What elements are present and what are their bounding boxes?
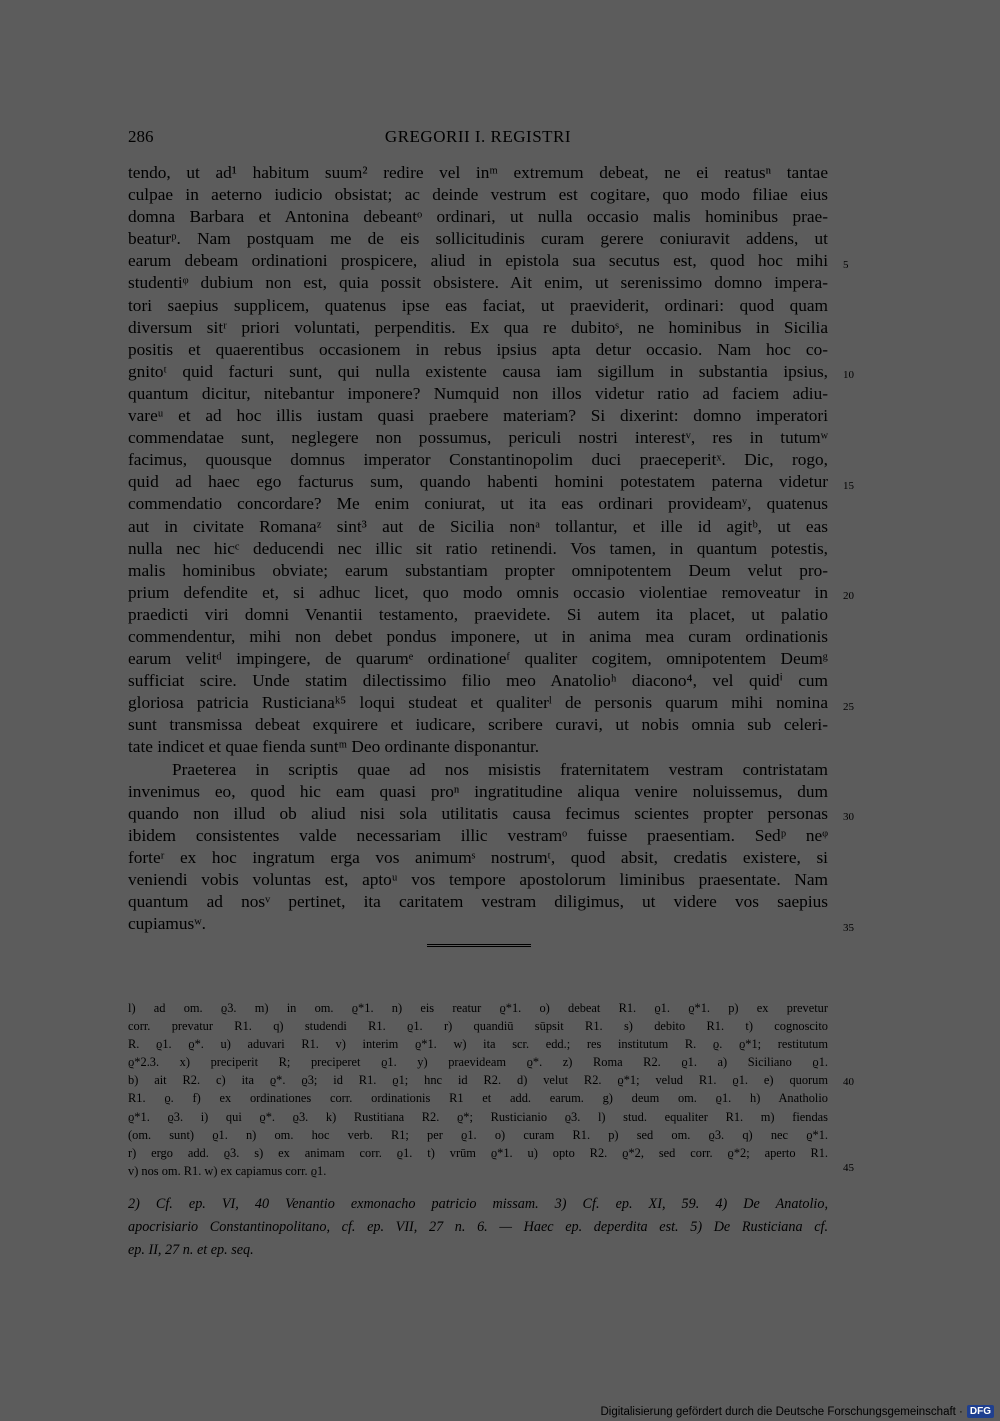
line-number: 20 [843, 590, 854, 602]
page-number: 286 [128, 127, 154, 146]
text-line: forteʳ ex hoc ingratum erga vos animumˢ nostrumᵗ, quod absit, credatis existere, si [128, 847, 828, 867]
text-line: praedicti viri domni Venantii testamento, praevidete. Si autem ita placet, ut palatio [128, 604, 828, 624]
apparatus-line: b) ait R2. c) ita ϱ*. ϱ3; id R1. ϱ1; hnc id R2. d) velut R2. ϱ*1; velud R1. ϱ1. e) quorum [128, 1073, 828, 1088]
apparatus-line: corr. prevatur R1. q) studendi R1. ϱ1. r) quandiū sūpsit R1. s) debito R1. t) cognoscito [128, 1019, 828, 1034]
text-line: veniendi vobis voluntas est, aptoᵘ vos tempore apostolorum liminibus praesentate. Nam [128, 870, 828, 889]
running-title: GREGORII I. REGISTRI [384, 127, 572, 146]
apparatus-line: l) ad om. ϱ3. m) in om. ϱ*1. n) eis reatur ϱ*1. o) debeat R1. ϱ1. ϱ*1. p) ex prevetur [128, 1001, 828, 1015]
text-line: vareᵘ et ad hoc illis iustam quasi praebere materiam? Si dixerint: domno imperatori [128, 406, 828, 426]
text-line: commendatae sunt, neglegere non possumus, periculi nostri interestᵛ, res in tutumʷ [128, 428, 828, 448]
text-line: quantum dicitur, nitebantur imponere? Numquid non illos videtur ratio ad faciem adiu- [128, 383, 828, 403]
funding-footer [600, 1402, 1000, 1421]
text-line: tate indicet et quae fienda suntᵐ Deo ordinante disponantur. [128, 737, 540, 757]
line-number: 30 [843, 811, 854, 823]
text-line: sufficiat scire. Unde statim dilectissimo filio meo Anatolioʰ diacono⁴, vel quidⁱ cum [128, 671, 828, 691]
text-line: prium defendite et, si adhuc licet, quo modo omnis occasio violentiae removeatur in [128, 582, 828, 602]
apparatus-line: R. ϱ1. ϱ*. u) aduvari R1. v) interim ϱ*1. w) ita scr. edd.; res institutum R. ϱ. ϱ*1; restitutum [128, 1037, 828, 1052]
footnote-line: ep. II, 27 n. et ep. seq. [128, 1242, 254, 1258]
section-divider [427, 944, 531, 947]
text-line: Praeterea in scriptis quae ad nos misistis fraternitatem vestram contristatam [172, 759, 828, 779]
text-line: tori saepius supplicem, quatenus ipse eas faciat, ut praeviderit, ordinari: quod quam [128, 295, 828, 315]
footnotes [128, 1193, 828, 1262]
footnote-line: 2) Cf. ep. VI, 40 Venantio exmonacho patricio missam. 3) Cf. ep. XI, 59. 4) De Anatolio, [128, 1196, 828, 1212]
text-line: earum velitᵈ impingere, de quarumᵉ ordinationeᶠ qualiter cogitem, omnipotentem Deumᵍ [128, 649, 828, 669]
apparatus-line: v) nos om. R1. w) ex capiamus corr. ϱ1. [128, 1163, 327, 1178]
text-line: diversum sitʳ priori voluntati, perpenditis. Ex qua re dubitoˢ, ne hominibus in Sicilia [128, 317, 828, 337]
dfg-logo-icon: DFG [967, 1405, 994, 1418]
text-line: quando non illud ob aliud nisi sola utilitatis causa fecimus scientes propter personas [128, 803, 828, 823]
line-number: 5 [843, 259, 849, 271]
line-number: 45 [843, 1162, 854, 1174]
critical-apparatus [128, 999, 828, 1180]
line-number: 10 [843, 369, 854, 381]
text-line: aut in civitate Romanaᶻ sint³ aut de Sicilia nonᵃ tollantur, et ille id agitᵇ, ut eas [128, 516, 828, 536]
page-header [128, 127, 828, 151]
text-line: invenimus eo, quod hic eam quasi proⁿ ingratitudine aliqua venire noluissemus, dum [128, 781, 828, 801]
text-line: domna Barbara et Antonina debeantᵒ ordinari, ut nulla occasio malis hominibus prae- [128, 207, 828, 227]
text-line: culpae in aeterno iudicio obsistat; ac deinde vestrum est cogitare, quo modo filiae eius [128, 185, 828, 205]
text-line: gloriosa patricia Rusticianaᵏ⁵ loqui studeat et qualiterˡ de personis quarum mihi nomina [128, 693, 828, 713]
text-line: earum debeam ordinationi prospicere, aliud in epistola sua secutus est, quod hoc mihi [128, 251, 828, 271]
line-number: 15 [843, 480, 854, 492]
text-line: commendatio concordare? Me enim coniurat, ut ita eas ordinari provideamʸ, quatenus [128, 494, 828, 514]
text-line: quantum ad nosᵛ pertinet, ita caritatem vestram diligimus, ut videre vos saepius [128, 892, 828, 912]
footnote-line: apocrisiario Constantinopolitano, cf. ep. VII, 27 n. 6. — Haec ep. deperdita est. 5) De Rusticiana cf. [128, 1219, 828, 1235]
text-line: cupiamusʷ. [128, 914, 206, 934]
apparatus-line: ϱ*2.3. x) preciperit R; preciperet ϱ1. y) praevideam ϱ*. z) Roma R2. ϱ1. a) Siciliano ϱ1. [128, 1055, 828, 1070]
line-number: 25 [843, 701, 854, 713]
text-line: quid ad haec ego facturus sum, quando habenti homini potestatem paterna videtur [128, 472, 828, 492]
apparatus-line: R1. ϱ. f) ex ordinationes corr. ordinationis R1 et add. earum. g) deum om. ϱ1. h) Anatholio [128, 1091, 828, 1106]
apparatus-line: r) ergo add. ϱ3. s) ex animam corr. ϱ1. t) vrūm ϱ*1. u) opto R2. ϱ*2, sed corr. ϱ*2; aperto R1. [128, 1145, 828, 1160]
text-line: beaturᵖ. Nam postquam me de eis sollicitudinis curam gerere coniuravit addens, ut [128, 229, 828, 249]
text-line: nulla nec hicᶜ deducendi nec illic sit ratio retinendi. Vos tamen, in quantum potestis, [128, 538, 828, 558]
text-line: ibidem consistentes valde necessariam illic vestramᵒ fuisse praesentiam. Sedᵖ neᵠ [128, 825, 828, 845]
text-line: malis hominibus obviate; earum substantiam propter omnipotentem Deum velut pro- [128, 560, 828, 580]
text-line: gnitoᵗ quid facturi sunt, qui nulla existente causa iam sigillum in substantia ipsius, [128, 361, 828, 381]
text-line: sunt transmissa debeat exquirere et iudicare, scribere curavi, ut nobis omnia sub celeri- [128, 715, 828, 735]
text-line: commendentur, mihi non debet pondus imponere, ut in anima mea curam ordinationis [128, 626, 828, 646]
apparatus-line: ϱ*1. ϱ3. i) qui ϱ*. ϱ3. k) Rustitiana R2. ϱ*; Rusticianio ϱ3. l) stud. equaliter R1. m) fiendas [128, 1109, 828, 1124]
funding-text: Digitalisierung gefördert durch die Deutsche Forschungsgemeinschaft · [600, 1405, 963, 1418]
main-text [128, 162, 828, 935]
text-line: facimus, quousque domnus imperator Constantinopolim duci praeceperitˣ. Dic, rogo, [128, 450, 828, 470]
text-line: studentiᵠ dubium non est, quia possit obsistere. Ait enim, ut serenissimo domno impera- [128, 273, 828, 293]
text-line: tendo, ut ad¹ habitum suum² redire vel inᵐ extremum debeat, ne ei reatusⁿ tantae [128, 163, 828, 182]
line-number: 40 [843, 1076, 854, 1088]
line-number: 35 [843, 922, 854, 934]
text-line: positis et quaerentibus occasionem in rebus ipsius apta detur occasio. Nam hoc co- [128, 339, 828, 359]
apparatus-line: (om. sunt) ϱ1. n) om. hoc verb. R1; per ϱ1. o) curam R1. p) sed om. ϱ3. q) nec ϱ*1. [128, 1127, 828, 1142]
